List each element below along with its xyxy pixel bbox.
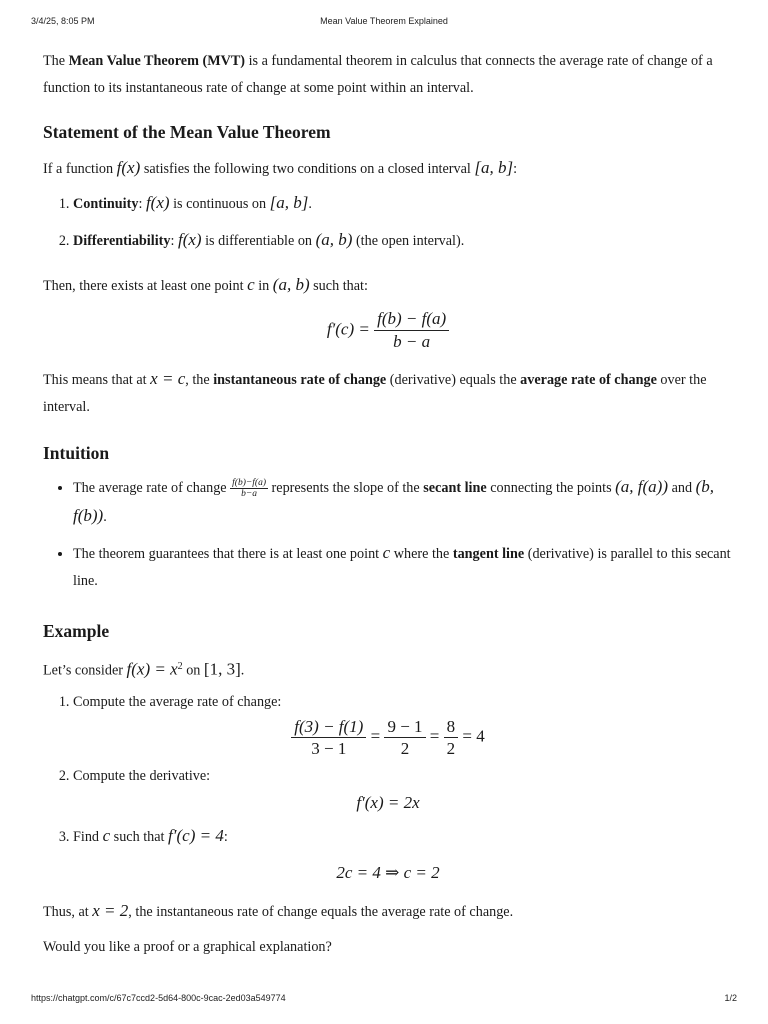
page-url: https://chatgpt.com/c/67c7ccd2-5d64-800c-9cac-2ed03a549774 xyxy=(31,993,286,1003)
document-title: Mean Value Theorem Explained xyxy=(320,16,448,26)
intuition-item: • The theorem guarantees that there is at least one point c where the tangent line (derivative) is parallel to this secant line. xyxy=(73,539,733,595)
document-body xyxy=(43,48,733,961)
condition-item: 2. Differentiability: f(x) is differentiable on (a, b) (the open interval). xyxy=(73,226,733,255)
intuition-list xyxy=(43,473,733,595)
conditions-list xyxy=(43,189,733,255)
mvt-fraction: $\frac{f(b) - f(a)}{b - a}$ xyxy=(374,308,449,353)
intuition-item: • The average rate of change $\frac{f(b)-f(a)}{b-a}$ represents the slope of the secant line connecting the points (a, f(a)) and (b, f(b)). xyxy=(73,473,733,531)
example-steps xyxy=(43,689,733,885)
page-number: 1/2 xyxy=(724,993,737,1003)
condition-item: 1. Continuity: f(x) is continuous on [a, b]. xyxy=(73,189,733,218)
intuition-heading: Intuition xyxy=(43,443,110,463)
mvt-term: Mean Value Theorem (MVT) xyxy=(68,53,246,69)
thus-paragraph: Thus, at x = 2, the instantaneous rate of change equals the average rate of change. xyxy=(43,900,514,920)
mvt-formula: f′(c) = $\frac{f(b) - f(a)}{b - a}$ xyxy=(43,308,733,353)
avg-rate-fraction: $\frac{f(b)-f(a)}{b-a}$ xyxy=(232,478,266,500)
example-step: 3. Find c such that f′(c) = 4: 2c = 4 ⇒ c = 2 xyxy=(73,822,733,885)
statement-heading: Statement of the Mean Value Theorem xyxy=(43,122,331,142)
example-lead: Let’s consider $f(x) = x^2$ on [1, 3]. xyxy=(43,659,245,679)
avg-rate-equation: $\frac{f(3) - f(1)}{3 - 1}$ = $\frac{9 - 1}{2}$ = $\frac{8}{2}$ = 4 xyxy=(43,716,733,759)
closing-question: Would you like a proof or a graphical explanation? xyxy=(43,938,332,955)
intro-paragraph: The Mean Value Theorem (MVT) is a fundamental theorem in calculus that connects the average rate of change of a function to its instantaneous rate of change at some point within an interval. xyxy=(43,53,713,96)
statement-lead: If a function f(x) satisfies the following two conditions on a closed interval [a, b]: xyxy=(43,158,518,177)
then-paragraph: Then, there exists at least one point c in (a, b) such that: xyxy=(43,275,368,294)
example-step: 2. Compute the derivative: f′(x) = 2x xyxy=(73,763,733,816)
print-date: 3/4/25, 8:05 PM xyxy=(31,16,95,26)
example-step: 1. Compute the average rate of change: $\frac{f(3) - f(1)}{3 - 1}$ = $\frac{9 - 1}{2}$ = $\frac{8}{2}$ = 4 xyxy=(73,689,733,759)
example-heading: Example xyxy=(43,621,110,641)
solve-equation: 2c = 4 ⇒ c = 2 xyxy=(336,862,440,882)
derivative-equation: f′(x) = 2x xyxy=(356,792,420,812)
meaning-paragraph: This means that at x = c, the instantaneous rate of change (derivative) equals the average rate of change over the interval. xyxy=(43,369,707,415)
